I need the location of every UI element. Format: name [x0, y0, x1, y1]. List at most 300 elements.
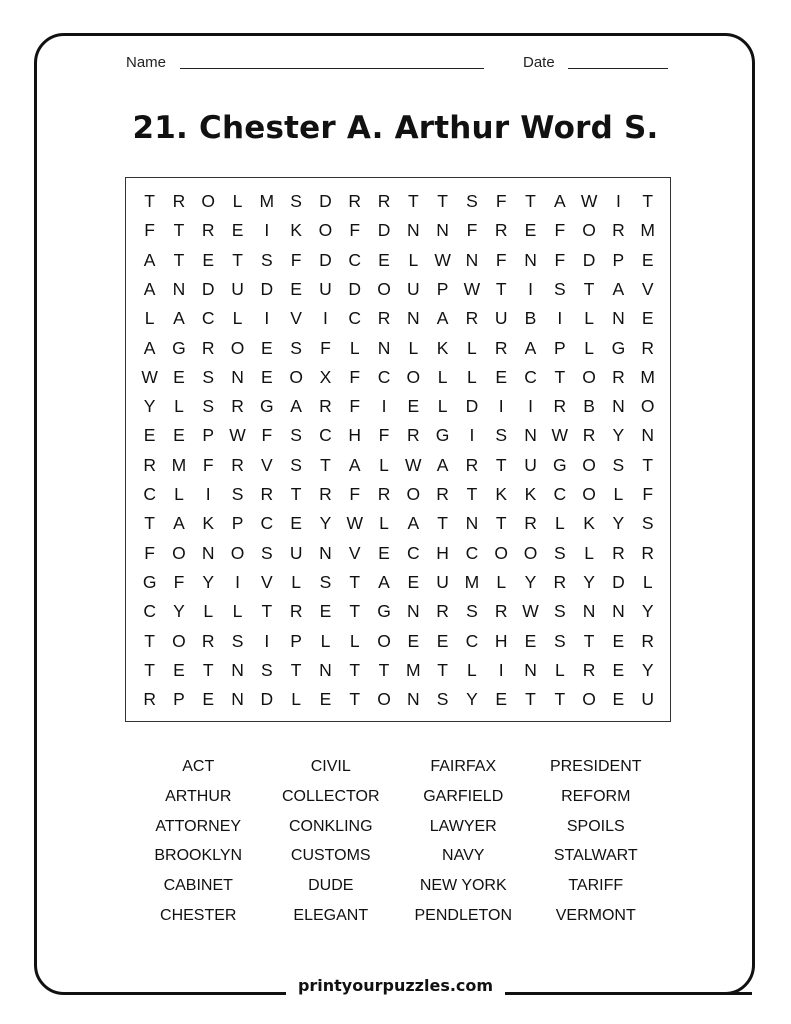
grid-letter: P — [290, 630, 302, 651]
grid-letter: N — [582, 601, 596, 622]
grid-letter: O — [640, 396, 655, 417]
grid-letter: K — [290, 220, 302, 241]
grid-letter: S — [231, 484, 244, 504]
site-credit: printyourpuzzles.com — [286, 976, 505, 995]
grid-letter: C — [143, 484, 156, 504]
grid-letter: L — [174, 484, 184, 504]
grid-letter: L — [642, 571, 653, 592]
grid-letter: T — [349, 689, 361, 710]
grid-letter: I — [528, 278, 533, 299]
grid-letter: N — [407, 689, 420, 710]
word-list-item: SPOILS — [566, 817, 625, 835]
grid-letter: T — [202, 659, 214, 680]
grid-letter: O — [201, 191, 216, 211]
grid-letter: L — [349, 337, 360, 358]
grid-letter: V — [641, 278, 654, 299]
grid-letter: G — [552, 454, 567, 475]
grid-letter: S — [290, 454, 302, 475]
grid-letter: R — [582, 425, 596, 446]
grid-letter: O — [230, 542, 245, 563]
grid-letter: D — [319, 191, 332, 211]
grid-letter: G — [172, 337, 186, 358]
grid-letter: C — [524, 366, 537, 387]
grid-letter: R — [377, 191, 391, 211]
grid-letter: F — [642, 484, 654, 504]
grid-letter: F — [349, 484, 361, 504]
grid-letter: E — [407, 571, 420, 592]
grid-letter: W — [463, 278, 481, 299]
grid-letter: R — [612, 366, 625, 387]
grid-letter: T — [583, 278, 595, 299]
word-list-item: TARIFF — [568, 877, 624, 895]
grid-letter: R — [612, 220, 625, 241]
grid-letter: I — [498, 659, 504, 680]
grid-letter: S — [260, 249, 273, 270]
grid-letter: W — [580, 191, 598, 211]
grid-letter: K — [583, 513, 595, 534]
grid-letter: E — [173, 659, 185, 680]
grid-letter: F — [290, 249, 302, 270]
grid-letter: T — [495, 513, 507, 534]
grid-letter: K — [495, 484, 508, 504]
grid-letter: O — [377, 278, 391, 299]
grid-letter: E — [612, 630, 625, 651]
grid-row — [135, 660, 662, 680]
grid-letter: F — [320, 337, 331, 358]
grid-letter: I — [205, 484, 211, 504]
grid-letter: V — [348, 542, 361, 563]
word-list-item: ATTORNEY — [155, 817, 242, 835]
grid-letter: R — [143, 689, 156, 710]
grid-row — [135, 338, 662, 358]
grid-letter: T — [232, 249, 243, 270]
grid-letter: D — [260, 689, 274, 710]
grid-letter: R — [524, 513, 537, 534]
grid-letter: W — [141, 366, 158, 387]
grid-letter: A — [348, 454, 361, 475]
grid-letter: Y — [202, 571, 215, 592]
grid-letter: S — [290, 191, 302, 211]
grid-row — [135, 250, 662, 270]
grid-letter: O — [582, 484, 596, 504]
grid-letter: N — [319, 542, 332, 563]
word-list-item: PRESIDENT — [549, 758, 642, 775]
grid-letter: R — [231, 454, 244, 475]
grid-letter: S — [290, 425, 302, 446]
grid-letter: L — [437, 366, 448, 387]
grid-letter: Y — [641, 601, 654, 622]
grid-letter: T — [525, 191, 536, 211]
grid-letter: N — [172, 278, 186, 299]
grid-letter: T — [642, 454, 654, 475]
grid-letter: X — [319, 366, 332, 387]
date-field-line — [568, 68, 668, 69]
grid-letter: S — [553, 601, 566, 622]
grid-letter: F — [378, 425, 390, 446]
grid-letter: L — [291, 571, 301, 592]
grid-row — [135, 396, 662, 416]
grid-letter: R — [231, 396, 244, 417]
grid-row — [135, 220, 662, 240]
grid-letter: T — [437, 191, 448, 211]
grid-letter: A — [436, 454, 449, 475]
grid-letter: S — [495, 425, 508, 446]
grid-letter: L — [496, 571, 507, 592]
grid-letter: F — [495, 249, 507, 270]
grid-letter: I — [615, 191, 621, 211]
grid-letter: D — [319, 249, 332, 270]
grid-letter: R — [465, 454, 479, 475]
grid-letter: R — [289, 601, 303, 622]
grid-letter: T — [583, 630, 595, 651]
grid-letter: T — [349, 601, 361, 622]
grid-letter: U — [641, 689, 655, 710]
grid-letter: P — [202, 425, 215, 446]
grid-letter: E — [641, 249, 654, 270]
grid-letter: T — [290, 484, 302, 504]
grid-letter: L — [437, 396, 448, 417]
grid-letter: S — [231, 630, 244, 651]
grid-letter: O — [318, 220, 333, 241]
grid-letter: C — [319, 425, 332, 446]
word-list-item: ARTHUR — [165, 787, 232, 805]
grid-letter: O — [582, 366, 596, 387]
grid-letter: F — [349, 396, 361, 417]
grid-letter: F — [554, 220, 566, 241]
grid-letter: S — [202, 366, 215, 387]
grid-letter: T — [261, 601, 273, 622]
grid-letter: W — [405, 454, 422, 475]
grid-letter: A — [173, 513, 185, 534]
grid-letter: L — [349, 630, 360, 651]
grid-letter: M — [640, 220, 655, 241]
grid-letter: U — [494, 308, 508, 329]
grid-letter: A — [143, 337, 156, 358]
grid-letter: E — [436, 630, 449, 651]
grid-letter: T — [349, 659, 361, 680]
grid-letter: A — [407, 513, 420, 534]
grid-letter: T — [554, 366, 566, 387]
grid-letter: E — [260, 337, 273, 358]
grid-row — [135, 543, 662, 563]
grid-letter: R — [465, 308, 479, 329]
grid-letter: P — [436, 278, 449, 299]
word-list-item: LAWYER — [429, 817, 497, 835]
grid-letter: E — [378, 542, 390, 563]
grid-letter: Y — [173, 601, 185, 622]
grid-letter: E — [524, 220, 537, 241]
grid-letter: T — [144, 630, 155, 651]
grid-row — [135, 484, 662, 504]
grid-letter: S — [553, 278, 566, 299]
grid-letter: H — [436, 542, 449, 563]
grid-letter: C — [377, 366, 391, 387]
grid-letter: V — [260, 571, 273, 592]
grid-letter: I — [528, 396, 533, 417]
grid-letter: R — [377, 308, 391, 329]
grid-letter: T — [144, 191, 155, 211]
grid-letter: N — [524, 249, 537, 270]
grid-letter: O — [406, 366, 421, 387]
grid-letter: O — [406, 484, 421, 504]
grid-row — [135, 191, 662, 211]
grid-letter: E — [290, 513, 302, 534]
grid-letter: T — [407, 191, 419, 211]
grid-letter: R — [201, 337, 215, 358]
grid-letter: F — [554, 249, 566, 270]
grid-letter: H — [494, 630, 508, 651]
grid-letter: L — [613, 484, 624, 504]
grid-letter: B — [583, 396, 595, 417]
grid-letter: R — [641, 630, 655, 651]
grid-letter: A — [290, 396, 302, 417]
grid-letter: Y — [466, 689, 478, 710]
grid-letter: S — [466, 601, 478, 622]
grid-letter: K — [524, 484, 537, 504]
grid-letter: Y — [641, 659, 654, 680]
grid-letter: W — [551, 425, 569, 446]
grid-letter: F — [495, 191, 507, 211]
grid-letter: L — [203, 601, 214, 622]
grid-letter: L — [232, 601, 243, 622]
grid-letter: L — [232, 191, 243, 211]
grid-letter: S — [290, 337, 302, 358]
grid-row — [135, 367, 662, 387]
grid-letter: B — [524, 308, 537, 329]
word-list-item: VERMONT — [555, 906, 636, 924]
grid-letter: E — [407, 396, 420, 417]
grid-letter: I — [381, 396, 387, 417]
grid-letter: P — [612, 249, 625, 270]
grid-letter: A — [612, 278, 625, 299]
grid-letter: C — [348, 308, 362, 329]
grid-letter: F — [466, 220, 478, 241]
grid-letter: T — [349, 571, 361, 592]
grid-letter: F — [173, 571, 185, 592]
grid-letter: M — [259, 191, 275, 211]
grid-letter: E — [319, 601, 332, 622]
grid-letter: L — [379, 454, 389, 475]
grid-letter: L — [584, 542, 594, 563]
grid-letter: D — [260, 278, 274, 299]
grid-letter: D — [465, 396, 479, 417]
grid-letter: S — [466, 191, 478, 211]
word-list-item: BROOKLYN — [154, 847, 243, 865]
grid-letter: N — [201, 542, 215, 563]
grid-row — [135, 631, 662, 651]
grid-letter: S — [260, 659, 273, 680]
grid-letter: T — [642, 191, 654, 211]
grid-letter: C — [348, 249, 362, 270]
grid-letter: M — [640, 366, 655, 387]
grid-letter: N — [612, 601, 625, 622]
word-list-item: CUSTOMS — [290, 847, 371, 865]
grid-letter: L — [408, 337, 419, 358]
grid-letter: I — [264, 308, 270, 329]
grid-letter: E — [202, 689, 215, 710]
grid-letter: O — [377, 630, 391, 651]
grid-letter: N — [612, 308, 625, 329]
grid-letter: E — [612, 689, 625, 710]
grid-letter: C — [465, 630, 479, 651]
grid-letter: C — [143, 601, 156, 622]
grid-letter: E — [202, 249, 215, 270]
grid-letter: C — [260, 513, 274, 534]
grid-letter: T — [144, 513, 155, 534]
grid-letter: Y — [143, 396, 156, 417]
grid-letter: U — [319, 278, 332, 299]
grid-letter: R — [494, 220, 508, 241]
word-list — [132, 757, 662, 926]
grid-letter: G — [142, 571, 157, 592]
grid-letter: C — [553, 484, 567, 504]
date-label: Date — [523, 54, 555, 71]
grid-letter: E — [524, 630, 537, 651]
grid-letter: M — [406, 659, 421, 680]
grid-letter: Y — [524, 571, 537, 592]
grid-letter: N — [377, 337, 391, 358]
grid-letter: T — [320, 454, 331, 475]
grid-letter: E — [290, 278, 302, 299]
word-list-item: GARFIELD — [423, 787, 504, 805]
grid-letter: S — [260, 542, 273, 563]
grid-letter: D — [612, 571, 625, 592]
grid-letter: O — [377, 689, 391, 710]
grid-letter: N — [319, 659, 332, 680]
grid-letter: O — [172, 542, 186, 563]
grid-letter: R — [612, 542, 625, 563]
name-field-line — [180, 68, 484, 69]
grid-letter: N — [407, 601, 420, 622]
grid-letter: L — [408, 249, 419, 270]
grid-letter: R — [494, 337, 508, 358]
grid-letter: O — [230, 337, 245, 358]
grid-letter: W — [434, 249, 451, 270]
grid-letter: W — [522, 601, 539, 622]
grid-letter: G — [377, 601, 391, 622]
grid-letter: F — [349, 366, 361, 387]
word-list-item: CABINET — [163, 877, 233, 895]
grid-letter: Y — [319, 513, 332, 534]
grid-letter: R — [319, 396, 332, 417]
grid-letter: L — [554, 659, 565, 680]
grid-letter: V — [290, 308, 302, 329]
grid-letter: D — [348, 278, 362, 299]
grid-letter: T — [290, 659, 302, 680]
grid-letter: K — [202, 513, 215, 534]
grid-letter: R — [201, 220, 215, 241]
grid-letter: I — [264, 630, 270, 651]
grid-letter: N — [407, 308, 420, 329]
grid-letter: N — [231, 659, 244, 680]
grid-letter: S — [553, 630, 566, 651]
grid-letter: S — [553, 542, 566, 563]
grid-letter: F — [202, 454, 214, 475]
grid-letter: O — [172, 630, 186, 651]
grid-letter: V — [260, 454, 273, 475]
grid-letter: U — [231, 278, 244, 299]
grid-letter: S — [319, 571, 332, 592]
grid-letter: Y — [612, 513, 625, 534]
grid-letter: P — [553, 337, 566, 358]
grid-letter: T — [466, 484, 478, 504]
grid-letter: A — [173, 308, 185, 329]
grid-letter: T — [437, 659, 448, 680]
grid-letter: T — [525, 689, 536, 710]
grid-letter: T — [554, 689, 566, 710]
grid-letter: O — [582, 220, 596, 241]
grid-letter: D — [377, 220, 391, 241]
grid-letter: R — [641, 542, 655, 563]
grid-row — [135, 513, 662, 533]
grid-letter: P — [173, 689, 185, 710]
grid-letter: I — [557, 308, 563, 329]
word-list-item: CIVIL — [310, 758, 351, 775]
grid-letter: L — [467, 337, 477, 358]
grid-row — [135, 279, 662, 299]
grid-letter: E — [319, 689, 332, 710]
grid-letter: I — [264, 220, 270, 241]
word-list-item: STALWART — [553, 847, 638, 865]
grid-letter: F — [144, 220, 155, 241]
grid-letter: S — [612, 454, 625, 475]
grid-letter: T — [378, 659, 390, 680]
word-list-item: FAIRFAX — [430, 758, 497, 775]
grid-letter: G — [435, 425, 450, 446]
grid-letter: S — [641, 513, 654, 534]
grid-letter: U — [289, 542, 303, 563]
grid-letter: H — [348, 425, 362, 446]
word-list-item: DUDE — [308, 877, 354, 895]
grid-letter: A — [143, 249, 156, 270]
word-list-item: CONKLING — [288, 817, 373, 835]
letter-grid — [125, 177, 671, 722]
word-list-item: ACT — [182, 758, 215, 775]
grid-letter: R — [494, 601, 508, 622]
grid-letter: R — [260, 484, 274, 504]
name-label: Name — [126, 54, 167, 71]
grid-letter: T — [144, 659, 155, 680]
grid-letter: L — [467, 366, 477, 387]
grid-letter: A — [553, 191, 566, 211]
grid-letter: U — [407, 278, 420, 299]
grid-letter: P — [231, 513, 244, 534]
grid-letter: F — [261, 425, 273, 446]
grid-letter: O — [523, 542, 538, 563]
grid-letter: L — [291, 689, 301, 710]
grid-row — [135, 572, 662, 592]
grid-letter: L — [467, 659, 477, 680]
grid-letter: E — [143, 425, 156, 446]
grid-letter: R — [348, 191, 362, 211]
grid-letter: W — [229, 425, 246, 446]
grid-letter: D — [201, 278, 215, 299]
grid-letter: G — [260, 396, 274, 417]
puzzle-title: 21. Chester A. Arthur Word S. — [132, 110, 659, 146]
grid-letter: Y — [612, 425, 625, 446]
grid-row — [135, 601, 662, 621]
grid-letter: T — [173, 249, 185, 270]
grid-letter: O — [582, 454, 596, 475]
grid-letter: L — [584, 337, 594, 358]
grid-letter: E — [641, 308, 654, 329]
grid-letter: T — [173, 220, 185, 241]
grid-letter: M — [171, 454, 187, 475]
word-list-item: ELEGANT — [293, 906, 369, 924]
grid-letter: O — [494, 542, 509, 563]
grid-letter: R — [641, 337, 655, 358]
grid-letter: A — [436, 308, 449, 329]
